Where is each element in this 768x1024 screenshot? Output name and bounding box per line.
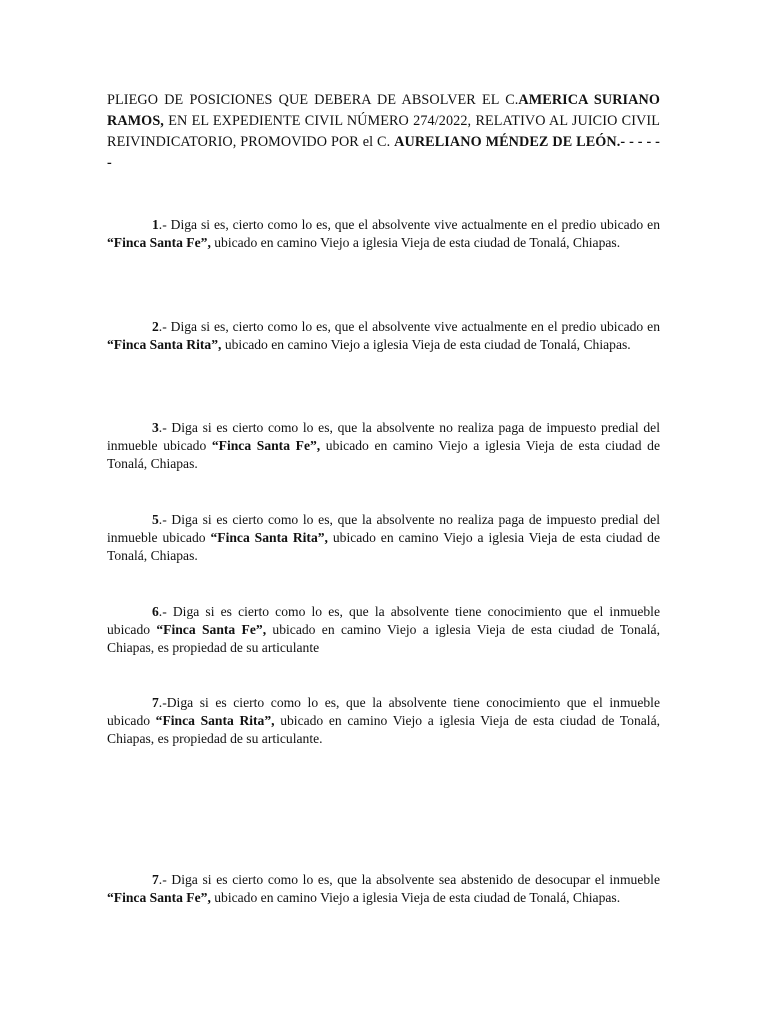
item-separator: .- bbox=[158, 604, 167, 619]
item-text-after: ubicado en camino Viejo a iglesia Vieja de esta ciudad de Tonalá, Chiapas. bbox=[221, 337, 631, 352]
item-number: 5 bbox=[152, 512, 159, 527]
item-text-after: ubicado en camino Viejo a iglesia Vieja de esta ciudad de Tonalá, Chiapas. bbox=[107, 530, 660, 563]
item-text-before: Diga si es cierto como lo es, que la absolvente tiene conocimiento que el inmueble ubicado bbox=[107, 695, 660, 728]
item-separator: .- bbox=[158, 512, 167, 527]
item-number: 3 bbox=[152, 420, 159, 435]
item-text-after: ubicado en camino Viejo a iglesia Vieja de esta ciudad de Tonalá, Chiapas. bbox=[107, 438, 660, 471]
item-property: “Finca Santa Fe”, bbox=[107, 235, 211, 250]
item-number: 7 bbox=[152, 872, 159, 887]
item-text-after: ubicado en camino Viejo a iglesia Vieja de esta ciudad de Tonalá, Chiapas. bbox=[210, 890, 621, 905]
position-item bbox=[107, 419, 660, 473]
item-number: 1 bbox=[152, 217, 159, 232]
item-text-after: ubicado en camino Viejo a iglesia Vieja de esta ciudad de Tonalá, Chiapas, es propiedad de su articulante bbox=[107, 622, 660, 655]
item-separator: .- bbox=[158, 319, 167, 334]
position-item bbox=[107, 511, 660, 565]
position-item bbox=[107, 216, 660, 252]
absolvente-name: AMERICA SURIANO RAMOS, bbox=[107, 92, 660, 129]
item-text-after: ubicado en camino Viejo a iglesia Vieja de esta ciudad de Tonalá, Chiapas, es propiedad de su articulante. bbox=[107, 713, 660, 746]
position-item bbox=[107, 871, 660, 907]
item-property: “Finca Santa Rita”, bbox=[155, 713, 275, 728]
item-separator: .- bbox=[158, 695, 167, 710]
item-text-before: Diga si es, cierto como lo es, que el absolvente vive actualmente en el predio ubicado en bbox=[166, 217, 660, 232]
heading-part-1: PLIEGO DE POSICIONES QUE DEBERA DE ABSOLVER EL C. bbox=[107, 92, 519, 108]
item-property: “Finca Santa Fe”, bbox=[211, 438, 321, 453]
item-separator: .- bbox=[158, 420, 167, 435]
position-item bbox=[107, 694, 660, 748]
item-property: “Finca Santa Rita”, bbox=[210, 530, 328, 545]
item-property: “Finca Santa Rita”, bbox=[107, 337, 222, 352]
position-item bbox=[107, 603, 660, 657]
item-text-after: ubicado en camino Viejo a iglesia Vieja de esta ciudad de Tonalá, Chiapas. bbox=[210, 235, 621, 250]
item-text-before: Diga si es cierto como lo es, que la absolvente no realiza paga de impuesto predial del inmueble ubicado bbox=[107, 512, 660, 545]
item-text-before: Diga si es cierto como lo es, que la absolvente sea abstenido de desocupar el inmueble bbox=[166, 872, 660, 887]
heading-dashes: .- - - - - - bbox=[107, 134, 660, 171]
item-number: 7 bbox=[152, 695, 159, 710]
document-heading bbox=[107, 90, 660, 174]
item-separator: .- bbox=[158, 217, 167, 232]
item-separator: .- bbox=[158, 872, 167, 887]
item-property: “Finca Santa Fe”, bbox=[107, 890, 211, 905]
item-number: 2 bbox=[152, 319, 159, 334]
item-text-before: Diga si es cierto como lo es, que la absolvente tiene conocimiento que el inmueble ubicado bbox=[107, 604, 660, 637]
position-item bbox=[107, 318, 660, 354]
heading-part-2: EN EL EXPEDIENTE CIVIL NÚMERO 274/2022, RELATIVO AL JUICIO CIVIL REIVINDICATORIO, PROMOVIDO POR el C. bbox=[107, 113, 660, 150]
item-text-before: Diga si es, cierto como lo es, que el absolvente vive actualmente en el predio ubicado en bbox=[166, 319, 660, 334]
item-text-before: Diga si es cierto como lo es, que la absolvente no realiza paga de impuesto predial del inmueble ubicado bbox=[107, 420, 660, 453]
item-property: “Finca Santa Fe”, bbox=[156, 622, 267, 637]
promovente-name: AURELIANO MÉNDEZ DE LEÓN bbox=[394, 134, 617, 150]
item-number: 6 bbox=[152, 604, 159, 619]
